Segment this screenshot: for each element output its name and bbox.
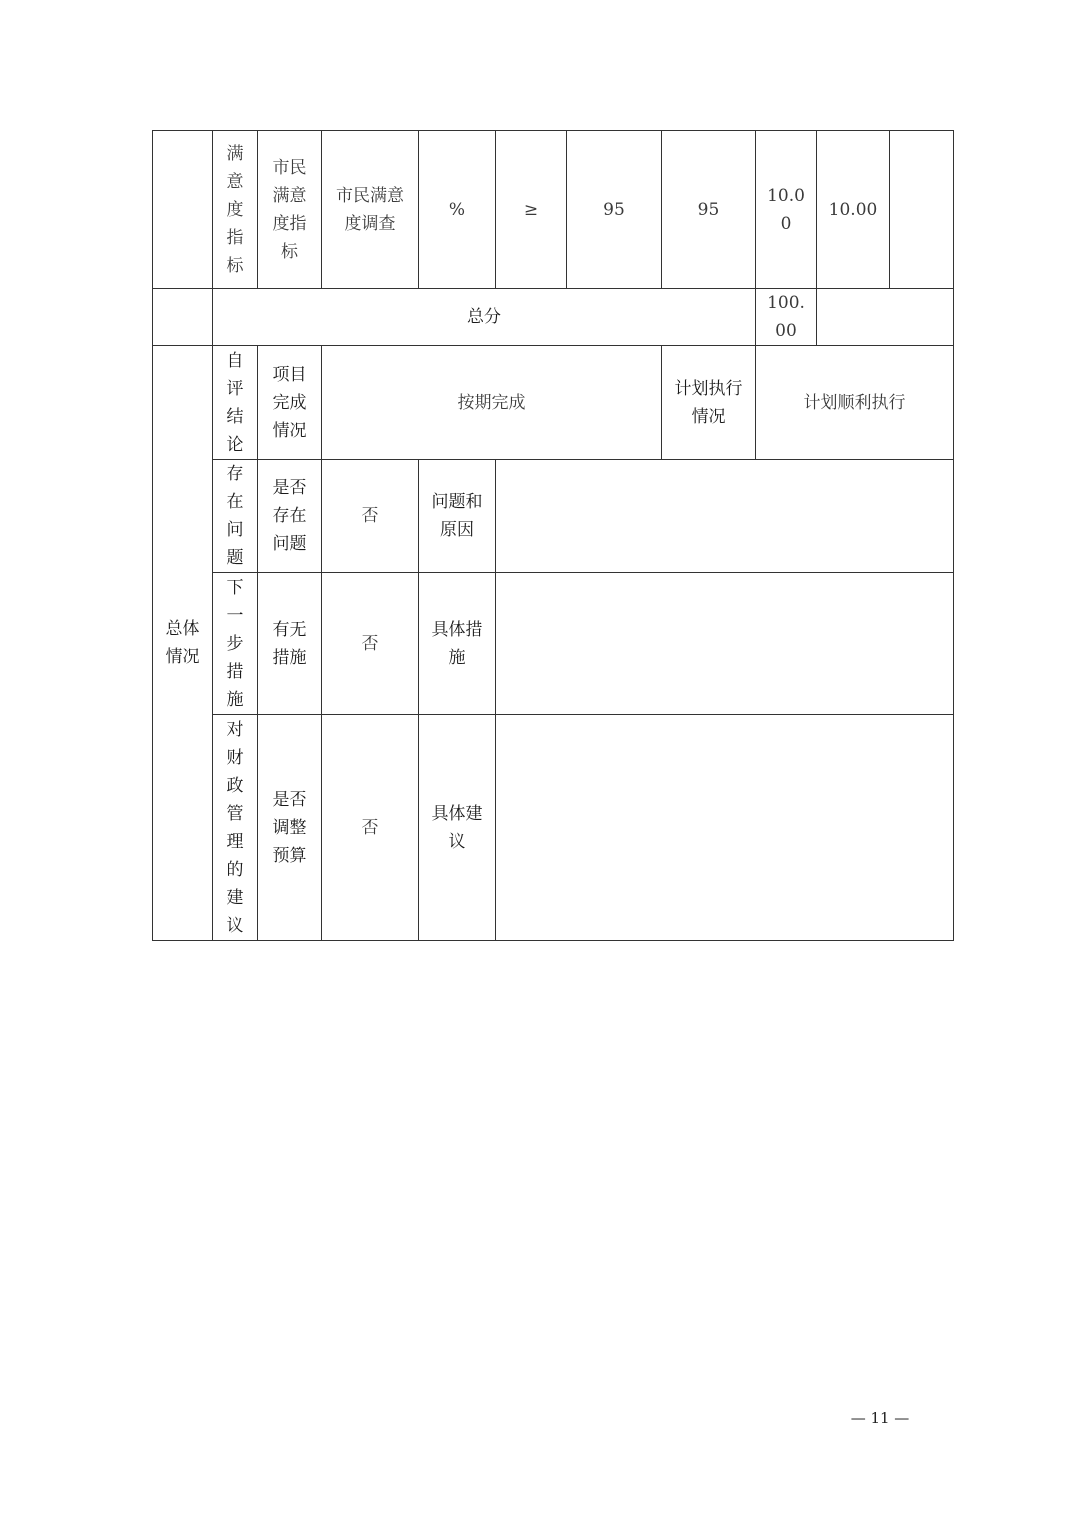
remark-cell xyxy=(890,131,954,289)
plan-execution-value: 计划顺利执行 xyxy=(756,346,954,460)
self-eval-label: 自评结论 xyxy=(213,346,258,460)
satisfaction-row xyxy=(153,131,954,289)
suggestions-answer: 否 xyxy=(322,715,419,941)
total-label: 总分 xyxy=(213,289,756,346)
completion-question: 项目完成情况 xyxy=(258,346,322,460)
actual-value-cell: 95 xyxy=(662,131,756,289)
blank-cell xyxy=(153,131,213,289)
page-number: — 11 — xyxy=(850,1409,910,1427)
completion-value: 按期完成 xyxy=(322,346,662,460)
next-steps-answer: 否 xyxy=(322,573,419,715)
next-steps-row xyxy=(153,573,954,715)
unit-cell: % xyxy=(419,131,496,289)
problems-question: 是否存在问题 xyxy=(258,460,322,573)
problems-answer: 否 xyxy=(322,460,419,573)
plan-execution-label: 计划执行情况 xyxy=(662,346,756,460)
total-remark xyxy=(817,289,954,346)
category-cell: 满意度指标 xyxy=(213,131,258,289)
suggestions-detail xyxy=(496,715,954,941)
suggestions-label: 对财政管理的建议 xyxy=(213,715,258,941)
blank-cell xyxy=(153,289,213,346)
operator-cell: ≥ xyxy=(496,131,567,289)
problems-detail-label: 问题和原因 xyxy=(419,460,496,573)
indicator-cell: 市民满意度调查 xyxy=(322,131,419,289)
suggestions-detail-label: 具体建议 xyxy=(419,715,496,941)
performance-table xyxy=(152,130,954,941)
suggestions-row xyxy=(153,715,954,941)
suggestions-question: 是否调整预算 xyxy=(258,715,322,941)
next-steps-detail-label: 具体措施 xyxy=(419,573,496,715)
total-value: 100.00 xyxy=(756,289,817,346)
next-steps-detail xyxy=(496,573,954,715)
subcategory-cell: 市民满意度指标 xyxy=(258,131,322,289)
score-cell: 10.00 xyxy=(817,131,890,289)
next-steps-label: 下一步措施 xyxy=(213,573,258,715)
overall-label: 总体情况 xyxy=(153,346,213,941)
target-value-cell: 95 xyxy=(567,131,662,289)
weight-cell: 10.00 xyxy=(756,131,817,289)
total-row xyxy=(153,289,954,346)
problems-row xyxy=(153,460,954,573)
self-eval-row xyxy=(153,346,954,460)
next-steps-question: 有无措施 xyxy=(258,573,322,715)
problems-detail xyxy=(496,460,954,573)
problems-label: 存在问题 xyxy=(213,460,258,573)
